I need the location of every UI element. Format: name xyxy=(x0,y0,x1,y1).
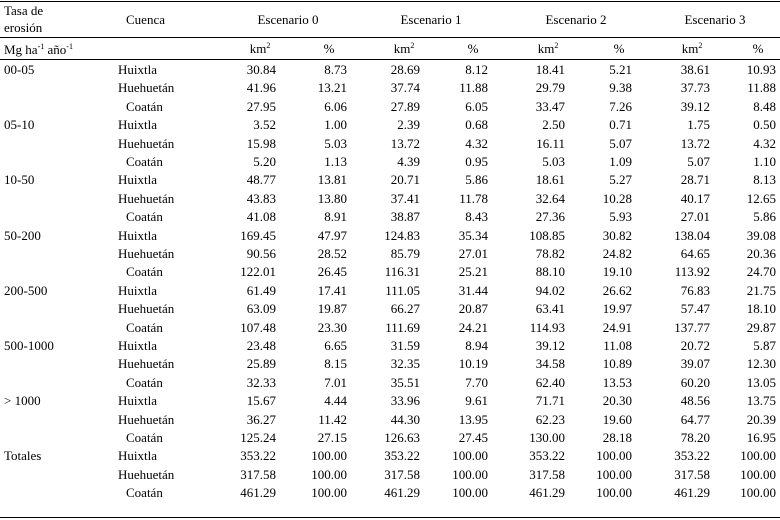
area-km2-cell: 122.01 xyxy=(240,264,276,280)
percent-cell: 6.05 xyxy=(465,98,488,114)
area-km2-cell: 113.92 xyxy=(674,264,710,280)
percent-cell: 27.01 xyxy=(458,246,488,261)
bottom-rule xyxy=(0,517,780,518)
percent-cell: 5.86 xyxy=(753,209,776,225)
area-km2-cell: 20.71 xyxy=(390,172,420,188)
area-km2-cell: 1.75 xyxy=(687,117,710,133)
percent-cell: 17.41 xyxy=(317,282,347,298)
percent-cell: 100.00 xyxy=(740,448,776,464)
rate-label-line1: Tasa de xyxy=(4,3,44,18)
basin-name: Coatán xyxy=(126,98,163,114)
percent-cell: 26.45 xyxy=(317,264,347,280)
area-km2-cell: 39.12 xyxy=(535,338,565,353)
percent-cell: 5.27 xyxy=(609,172,632,188)
percent-cell: 100.00 xyxy=(596,466,632,482)
percent-cell: 13.53 xyxy=(602,374,632,390)
percent-cell: 24.70 xyxy=(746,264,776,280)
area-km2-cell: 78.20 xyxy=(680,430,710,445)
unit-km2-s0 xyxy=(240,41,280,57)
rate-range-label: 500-1000 xyxy=(4,338,54,353)
percent-cell: 11.78 xyxy=(459,190,488,206)
rate-range-label: 50-200 xyxy=(4,227,41,243)
area-km2-cell: 28.71 xyxy=(680,172,710,188)
scenario-3-header: Escenario 3 xyxy=(684,12,746,27)
basin-name: Huehuetán xyxy=(118,411,175,427)
area-km2-cell: 3.52 xyxy=(253,117,276,133)
percent-cell: 1.00 xyxy=(324,117,347,133)
area-km2-cell: 27.89 xyxy=(390,98,420,114)
percent-cell: 0.71 xyxy=(609,117,632,133)
percent-cell: 11.88 xyxy=(459,80,488,96)
area-km2-cell: 48.77 xyxy=(246,172,276,188)
percent-cell: 1.09 xyxy=(609,154,632,169)
percent-cell: 26.62 xyxy=(602,282,632,298)
area-km2-cell: 29.79 xyxy=(535,80,565,96)
area-km2-cell: 27.95 xyxy=(246,98,276,114)
area-km2-cell: 5.07 xyxy=(687,154,710,169)
area-km2-cell: 20.72 xyxy=(680,338,710,353)
area-km2-cell: 18.41 xyxy=(535,62,565,77)
area-km2-cell: 27.36 xyxy=(535,209,565,225)
percent-cell: 13.81 xyxy=(317,172,347,188)
area-km2-cell: 39.07 xyxy=(680,356,710,372)
percent-cell: 8.73 xyxy=(324,62,347,77)
scenario-1-header: Escenario 1 xyxy=(400,12,462,27)
percent-cell: 23.30 xyxy=(317,319,347,335)
area-km2-cell: 13.72 xyxy=(680,135,710,151)
area-km2-cell: 317.58 xyxy=(240,466,276,482)
basin-name: Huixtla xyxy=(118,62,157,77)
scenario-0-header: Escenario 0 xyxy=(257,12,319,27)
unit-km: km xyxy=(249,41,267,56)
unit-year-exp: -1 xyxy=(66,42,73,51)
percent-cell: 10.93 xyxy=(746,62,776,77)
area-km2-cell: 37.73 xyxy=(680,80,710,96)
basin-name: Huixtla xyxy=(118,448,157,464)
area-km2-cell: 353.22 xyxy=(384,448,420,464)
unit-pct-s1: % xyxy=(467,41,479,56)
area-km2-cell: 353.22 xyxy=(529,448,565,464)
percent-cell: 10.19 xyxy=(458,356,488,372)
area-km2-cell: 18.61 xyxy=(535,172,565,188)
percent-cell: 4.32 xyxy=(753,135,776,151)
percent-cell: 19.60 xyxy=(602,411,632,427)
basin-name: Coatán xyxy=(126,374,163,390)
area-km2-cell: 60.20 xyxy=(680,374,710,390)
area-km2-cell: 32.33 xyxy=(246,374,276,390)
basin-name: Huixtla xyxy=(118,393,157,409)
percent-cell: 5.86 xyxy=(465,172,488,188)
area-km2-cell: 57.47 xyxy=(680,301,710,317)
percent-cell: 9.38 xyxy=(609,80,632,96)
percent-cell: 5.87 xyxy=(753,338,776,353)
area-km2-cell: 48.56 xyxy=(680,393,710,409)
unit-km-exp: 2 xyxy=(266,41,271,50)
rate-range-label: Totales xyxy=(4,448,42,464)
area-km2-cell: 71.71 xyxy=(535,393,565,409)
scenario-2-header: Escenario 2 xyxy=(545,12,607,27)
percent-cell: 100.00 xyxy=(311,448,347,464)
percent-cell: 47.97 xyxy=(317,227,347,243)
unit-km2-s1 xyxy=(384,41,424,57)
percent-cell: 31.44 xyxy=(458,282,488,298)
area-km2-cell: 2.50 xyxy=(542,117,565,133)
percent-cell: 11.42 xyxy=(318,411,347,427)
area-km2-cell: 28.69 xyxy=(390,62,420,77)
area-km2-cell: 108.85 xyxy=(529,227,565,243)
percent-cell: 13.21 xyxy=(317,80,347,96)
basin-name: Huixtla xyxy=(118,117,157,133)
area-km2-cell: 94.02 xyxy=(535,282,565,298)
area-km2-cell: 30.84 xyxy=(246,62,276,77)
percent-cell: 16.95 xyxy=(746,430,776,445)
rate-range-label: 00-05 xyxy=(4,62,35,77)
percent-cell: 1.13 xyxy=(324,154,347,169)
area-km2-cell: 37.41 xyxy=(390,190,420,206)
area-km2-cell: 41.96 xyxy=(246,80,276,96)
area-km2-cell: 36.27 xyxy=(246,411,276,427)
percent-cell: 13.80 xyxy=(317,190,347,206)
percent-cell: 28.18 xyxy=(602,430,632,445)
percent-cell: 10.89 xyxy=(602,356,632,372)
percent-cell: 100.00 xyxy=(452,466,488,482)
percent-cell: 24.82 xyxy=(602,246,632,261)
area-km2-cell: 353.22 xyxy=(240,448,276,464)
basin-name: Coatán xyxy=(126,319,163,335)
unit-km: km xyxy=(393,41,411,56)
percent-cell: 100.00 xyxy=(452,448,488,464)
percent-cell: 12.30 xyxy=(746,356,776,372)
basin-name: Huehuetán xyxy=(118,135,175,151)
area-km2-cell: 4.39 xyxy=(397,154,420,169)
area-km2-cell: 114.93 xyxy=(529,319,565,335)
unit-km2-s2 xyxy=(528,41,568,57)
area-km2-cell: 63.09 xyxy=(246,301,276,317)
area-km2-cell: 23.48 xyxy=(246,338,276,353)
scenario-rule xyxy=(0,37,780,38)
area-km2-cell: 62.23 xyxy=(535,411,565,427)
percent-cell: 7.26 xyxy=(609,98,632,114)
basin-name: Coatán xyxy=(126,209,163,225)
area-km2-cell: 34.58 xyxy=(535,356,565,372)
area-km2-cell: 88.10 xyxy=(535,264,565,280)
area-km2-cell: 2.39 xyxy=(397,117,420,133)
area-km2-cell: 107.48 xyxy=(240,319,276,335)
area-km2-cell: 16.11 xyxy=(536,135,565,151)
basin-name: Coatán xyxy=(126,485,163,501)
percent-cell: 13.05 xyxy=(746,374,776,390)
percent-cell: 5.03 xyxy=(324,135,347,151)
area-km2-cell: 33.96 xyxy=(390,393,420,409)
unit-pct-s0: % xyxy=(323,41,335,56)
percent-cell: 11.08 xyxy=(603,338,632,353)
area-km2-cell: 5.20 xyxy=(253,154,276,169)
area-km2-cell: 461.29 xyxy=(384,485,420,501)
percent-cell: 100.00 xyxy=(596,485,632,501)
percent-cell: 100.00 xyxy=(311,466,347,482)
header-bottom-rule xyxy=(0,59,780,60)
area-km2-cell: 43.83 xyxy=(246,190,276,206)
area-km2-cell: 90.56 xyxy=(246,246,276,261)
area-km2-cell: 317.58 xyxy=(674,466,710,482)
percent-cell: 8.15 xyxy=(324,356,347,372)
basin-name: Huixtla xyxy=(118,338,157,353)
percent-cell: 24.91 xyxy=(602,319,632,335)
area-km2-cell: 126.63 xyxy=(384,430,420,445)
area-km2-cell: 317.58 xyxy=(384,466,420,482)
percent-cell: 20.36 xyxy=(746,246,776,261)
basin-name: Huixtla xyxy=(118,172,157,188)
area-km2-cell: 85.79 xyxy=(390,246,420,261)
percent-cell: 0.50 xyxy=(753,117,776,133)
area-km2-cell: 353.22 xyxy=(674,448,710,464)
percent-cell: 20.39 xyxy=(746,411,776,427)
percent-cell: 30.82 xyxy=(602,227,632,243)
percent-cell: 100.00 xyxy=(740,485,776,501)
percent-cell: 100.00 xyxy=(311,485,347,501)
percent-cell: 19.87 xyxy=(317,301,347,317)
area-km2-cell: 111.05 xyxy=(385,282,420,298)
percent-cell: 8.43 xyxy=(465,209,488,225)
area-km2-cell: 41.08 xyxy=(246,209,276,225)
percent-cell: 18.10 xyxy=(746,301,776,317)
percent-cell: 10.28 xyxy=(602,190,632,206)
unit-mg: Mg ha xyxy=(4,42,38,57)
basin-name: Huehuetán xyxy=(118,356,175,372)
percent-cell: 24.21 xyxy=(458,319,488,335)
percent-cell: 100.00 xyxy=(740,466,776,482)
area-km2-cell: 66.27 xyxy=(390,301,420,317)
percent-cell: 27.45 xyxy=(458,430,488,445)
area-km2-cell: 62.40 xyxy=(535,374,565,390)
rate-range-label: 05-10 xyxy=(4,117,35,133)
percent-cell: 6.65 xyxy=(324,338,347,353)
percent-cell: 6.06 xyxy=(324,98,347,114)
area-km2-cell: 116.31 xyxy=(384,264,420,280)
percent-cell: 11.88 xyxy=(747,80,776,96)
area-km2-cell: 39.12 xyxy=(680,98,710,114)
percent-cell: 7.70 xyxy=(465,374,488,390)
area-km2-cell: 124.83 xyxy=(384,227,420,243)
percent-cell: 20.30 xyxy=(602,393,632,409)
basin-name: Coatán xyxy=(126,154,163,169)
area-km2-cell: 63.41 xyxy=(535,301,565,317)
percent-cell: 13.75 xyxy=(746,393,776,409)
unit-mg-exp: -1 xyxy=(37,42,45,51)
unit-km: km xyxy=(681,41,699,56)
area-km2-cell: 461.29 xyxy=(529,485,565,501)
area-km2-cell: 40.17 xyxy=(680,190,710,206)
area-km2-cell: 32.64 xyxy=(535,190,565,206)
percent-cell: 5.07 xyxy=(609,135,632,151)
area-km2-cell: 27.01 xyxy=(680,209,710,225)
percent-cell: 8.48 xyxy=(753,98,776,114)
basin-name: Huehuetán xyxy=(118,80,175,96)
percent-cell: 8.13 xyxy=(753,172,776,188)
area-km2-cell: 130.00 xyxy=(529,430,565,445)
unit-km2-s3 xyxy=(672,41,712,57)
area-km2-cell: 64.77 xyxy=(680,411,710,427)
area-km2-cell: 31.59 xyxy=(390,338,420,353)
percent-cell: 1.10 xyxy=(753,154,776,169)
unit-pct-s2: % xyxy=(613,41,625,56)
percent-cell: 25.21 xyxy=(458,264,488,280)
basin-name: Coatán xyxy=(126,430,163,445)
top-rule xyxy=(0,1,780,2)
area-km2-cell: 33.47 xyxy=(535,98,565,114)
basin-name: Huehuetán xyxy=(118,301,175,317)
percent-cell: 19.97 xyxy=(602,301,632,317)
percent-cell: 12.65 xyxy=(746,190,776,206)
unit-label xyxy=(4,42,73,58)
percent-cell: 19.10 xyxy=(602,264,632,280)
basin-header: Cuenca xyxy=(126,12,165,27)
percent-cell: 5.21 xyxy=(609,62,632,77)
area-km2-cell: 5.03 xyxy=(542,154,565,169)
area-km2-cell: 13.72 xyxy=(390,135,420,151)
area-km2-cell: 461.29 xyxy=(240,485,276,501)
area-km2-cell: 38.61 xyxy=(680,62,710,77)
percent-cell: 28.52 xyxy=(317,246,347,261)
area-km2-cell: 25.89 xyxy=(246,356,276,372)
area-km2-cell: 15.67 xyxy=(246,393,276,409)
rate-range-label: 200-500 xyxy=(4,282,48,298)
area-km2-cell: 61.49 xyxy=(246,282,276,298)
area-km2-cell: 461.29 xyxy=(674,485,710,501)
rate-label-line2: erosión xyxy=(4,20,43,35)
unit-km-exp: 2 xyxy=(410,41,415,50)
percent-cell: 13.95 xyxy=(458,411,488,427)
percent-cell: 27.15 xyxy=(317,430,347,445)
area-km2-cell: 38.87 xyxy=(390,209,420,225)
percent-cell: 8.91 xyxy=(324,209,347,225)
area-km2-cell: 169.45 xyxy=(240,227,276,243)
percent-cell: 4.32 xyxy=(465,135,488,151)
percent-cell: 20.87 xyxy=(458,301,488,317)
area-km2-cell: 32.35 xyxy=(390,356,420,372)
percent-cell: 5.93 xyxy=(609,209,632,225)
basin-name: Coatán xyxy=(126,264,163,280)
area-km2-cell: 317.58 xyxy=(529,466,565,482)
percent-cell: 100.00 xyxy=(596,448,632,464)
area-km2-cell: 76.83 xyxy=(680,282,710,298)
percent-cell: 39.08 xyxy=(746,227,776,243)
area-km2-cell: 137.77 xyxy=(674,319,710,335)
percent-cell: 21.75 xyxy=(746,282,776,298)
basin-name: Huehuetán xyxy=(118,246,175,261)
area-km2-cell: 138.04 xyxy=(674,227,710,243)
percent-cell: 4.44 xyxy=(324,393,347,409)
percent-cell: 29.87 xyxy=(746,319,776,335)
unit-pct-s3: % xyxy=(752,41,764,56)
basin-name: Huehuetán xyxy=(118,190,175,206)
area-km2-cell: 44.30 xyxy=(390,411,420,427)
basin-name: Huehuetán xyxy=(118,466,175,482)
percent-cell: 100.00 xyxy=(452,485,488,501)
unit-year: año xyxy=(44,42,67,57)
percent-cell: 35.34 xyxy=(458,227,488,243)
percent-cell: 0.68 xyxy=(465,117,488,133)
area-km2-cell: 37.74 xyxy=(390,80,420,96)
basin-name: Huixtla xyxy=(118,282,157,298)
unit-km-exp: 2 xyxy=(698,41,703,50)
area-km2-cell: 125.24 xyxy=(240,430,276,445)
area-km2-cell: 64.65 xyxy=(680,246,710,261)
rate-range-label: > 1000 xyxy=(4,393,41,409)
rate-range-label: 10-50 xyxy=(4,172,35,188)
percent-cell: 9.61 xyxy=(465,393,488,409)
percent-cell: 8.12 xyxy=(465,62,488,77)
area-km2-cell: 78.82 xyxy=(535,246,565,261)
area-km2-cell: 35.51 xyxy=(390,374,420,390)
percent-cell: 7.01 xyxy=(324,374,347,390)
basin-name: Huixtla xyxy=(118,227,157,243)
unit-km: km xyxy=(537,41,555,56)
area-km2-cell: 111.69 xyxy=(385,319,420,335)
percent-cell: 0.95 xyxy=(465,154,488,169)
area-km2-cell: 15.98 xyxy=(246,135,276,151)
percent-cell: 8.94 xyxy=(465,338,488,353)
unit-km-exp: 2 xyxy=(554,41,559,50)
